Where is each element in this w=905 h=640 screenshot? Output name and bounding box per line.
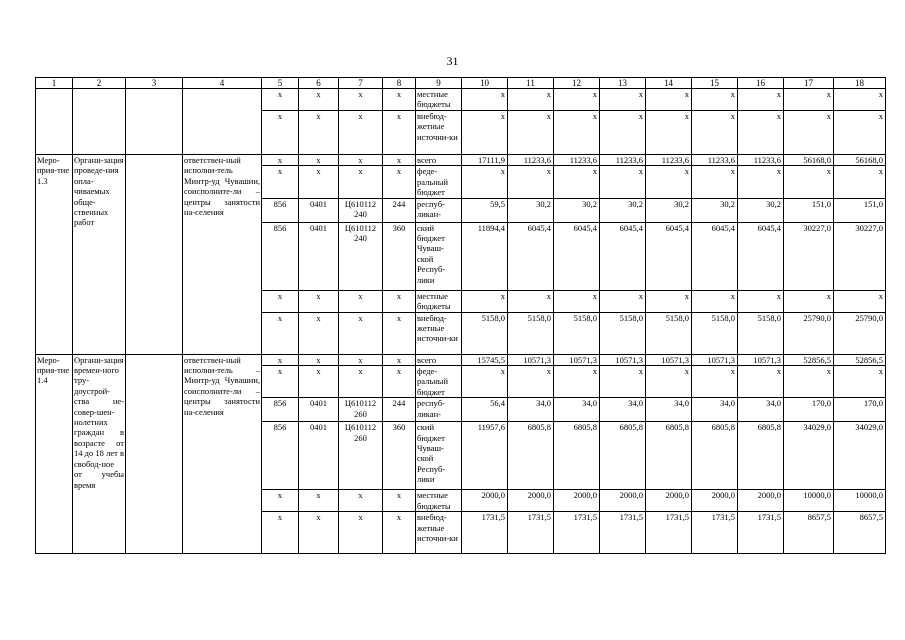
code-target: Ц610112 240 bbox=[339, 198, 383, 222]
year-value-14: 30,2 bbox=[646, 198, 692, 222]
year-value-17: 34029,0 bbox=[784, 422, 834, 490]
year-value-11: 10571,3 bbox=[508, 354, 554, 365]
funding-source: ский бюджет Чуваш-ской Респуб-лики bbox=[416, 422, 462, 490]
year-value-14: 6805,8 bbox=[646, 422, 692, 490]
code-target: x bbox=[339, 366, 383, 398]
code-target: Ц610112 260 bbox=[339, 422, 383, 490]
year-value-12: 34,0 bbox=[554, 398, 600, 422]
funding-source: феде-ральный бюджет bbox=[416, 366, 462, 398]
continuation-col3 bbox=[126, 89, 183, 155]
year-value-16: x bbox=[738, 366, 784, 398]
year-value-12: 6805,8 bbox=[554, 422, 600, 490]
year-value-11: 6805,8 bbox=[508, 422, 554, 490]
code-target: Ц610112 260 bbox=[339, 398, 383, 422]
activity-col3 bbox=[126, 354, 183, 554]
year-value-10: x bbox=[462, 366, 508, 398]
year-value-17: 8657,5 bbox=[784, 512, 834, 554]
code-ministry: 856 bbox=[262, 398, 299, 422]
column-header-7: 7 bbox=[339, 78, 383, 89]
year-value-16: x bbox=[738, 89, 784, 111]
year-value-14: 11233,6 bbox=[646, 155, 692, 166]
code-section: x bbox=[299, 354, 339, 365]
code-expense: 360 bbox=[383, 222, 416, 290]
code-ministry: x bbox=[262, 354, 299, 365]
year-value-11: 34,0 bbox=[508, 398, 554, 422]
code-ministry: 856 bbox=[262, 422, 299, 490]
code-section: 0401 bbox=[299, 198, 339, 222]
year-value-15: 1731,5 bbox=[692, 512, 738, 554]
activity-title: Органи-зация времен-ного тру-доустрой-ства не-совер-шен-нолетних граждан в возрасте от 14 до 18 лет в свобод-ное от учебы время bbox=[73, 354, 126, 554]
code-expense: 244 bbox=[383, 398, 416, 422]
code-expense: x bbox=[383, 155, 416, 166]
year-value-11: 5158,0 bbox=[508, 312, 554, 354]
year-value-12: 1731,5 bbox=[554, 512, 600, 554]
funding-source: всего bbox=[416, 155, 462, 166]
year-value-13: 10571,3 bbox=[600, 354, 646, 365]
funding-source: внебюд-жетные источни-ки bbox=[416, 111, 462, 155]
year-value-17: 56168,0 bbox=[784, 155, 834, 166]
year-value-12: 11233,6 bbox=[554, 155, 600, 166]
year-value-14: x bbox=[646, 290, 692, 312]
year-value-13: 34,0 bbox=[600, 398, 646, 422]
code-ministry: x bbox=[262, 512, 299, 554]
year-value-14: x bbox=[646, 166, 692, 198]
code-expense: x bbox=[383, 366, 416, 398]
year-value-13: x bbox=[600, 111, 646, 155]
year-value-16: 6045,4 bbox=[738, 222, 784, 290]
year-value-17: 52856,5 bbox=[784, 354, 834, 365]
year-value-11: 6045,4 bbox=[508, 222, 554, 290]
table-row bbox=[36, 354, 886, 365]
year-value-15: x bbox=[692, 166, 738, 198]
header-row bbox=[36, 78, 886, 89]
year-value-17: x bbox=[784, 166, 834, 198]
code-target: x bbox=[339, 166, 383, 198]
year-value-16: 1731,5 bbox=[738, 512, 784, 554]
column-header-10: 10 bbox=[462, 78, 508, 89]
column-header-17: 17 bbox=[784, 78, 834, 89]
continuation-col1 bbox=[36, 89, 73, 155]
year-value-15: 2000,0 bbox=[692, 490, 738, 512]
code-expense: x bbox=[383, 512, 416, 554]
code-target: x bbox=[339, 490, 383, 512]
column-header-12: 12 bbox=[554, 78, 600, 89]
year-value-10: x bbox=[462, 89, 508, 111]
code-ministry: 856 bbox=[262, 222, 299, 290]
code-section: x bbox=[299, 111, 339, 155]
year-value-16: 10571,3 bbox=[738, 354, 784, 365]
year-value-18: 170,0 bbox=[834, 398, 886, 422]
table-row bbox=[36, 155, 886, 166]
code-section: 0401 bbox=[299, 398, 339, 422]
continuation-col4 bbox=[183, 89, 262, 155]
responsible-executor: ответствен-ный исполни-тель Минтр-уд Чувашии, соисполните-ли – центры занятости на-селения bbox=[183, 155, 262, 355]
year-value-12: 6045,4 bbox=[554, 222, 600, 290]
year-value-17: x bbox=[784, 366, 834, 398]
year-value-16: 30,2 bbox=[738, 198, 784, 222]
year-value-12: 2000,0 bbox=[554, 490, 600, 512]
year-value-18: x bbox=[834, 366, 886, 398]
year-value-13: x bbox=[600, 366, 646, 398]
year-value-18: 30227,0 bbox=[834, 222, 886, 290]
year-value-14: x bbox=[646, 111, 692, 155]
funding-source: местные бюджеты bbox=[416, 490, 462, 512]
year-value-10: 59,5 bbox=[462, 198, 508, 222]
year-value-18: 8657,5 bbox=[834, 512, 886, 554]
column-header-9: 9 bbox=[416, 78, 462, 89]
year-value-15: x bbox=[692, 366, 738, 398]
year-value-15: x bbox=[692, 111, 738, 155]
year-value-13: 1731,5 bbox=[600, 512, 646, 554]
year-value-13: 2000,0 bbox=[600, 490, 646, 512]
year-value-16: 6805,8 bbox=[738, 422, 784, 490]
continuation-col2 bbox=[73, 89, 126, 155]
year-value-17: 10000,0 bbox=[784, 490, 834, 512]
year-value-13: 11233,6 bbox=[600, 155, 646, 166]
year-value-17: 151,0 bbox=[784, 198, 834, 222]
code-section: x bbox=[299, 312, 339, 354]
year-value-11: x bbox=[508, 166, 554, 198]
code-section: x bbox=[299, 512, 339, 554]
year-value-16: 11233,6 bbox=[738, 155, 784, 166]
column-header-14: 14 bbox=[646, 78, 692, 89]
year-value-14: 34,0 bbox=[646, 398, 692, 422]
year-value-18: 34029,0 bbox=[834, 422, 886, 490]
funding-source: респуб-ликан- bbox=[416, 398, 462, 422]
code-ministry: x bbox=[262, 111, 299, 155]
activity-number: Меро-прия-тие 1.4 bbox=[36, 354, 73, 554]
year-value-15: 6805,8 bbox=[692, 422, 738, 490]
table-row bbox=[36, 89, 886, 111]
year-value-11: 30,2 bbox=[508, 198, 554, 222]
year-value-13: 5158,0 bbox=[600, 312, 646, 354]
year-value-12: x bbox=[554, 111, 600, 155]
year-value-10: x bbox=[462, 166, 508, 198]
funding-source: ский бюджет Чуваш-ской Респуб-лики bbox=[416, 222, 462, 290]
year-value-16: 2000,0 bbox=[738, 490, 784, 512]
year-value-11: 11233,6 bbox=[508, 155, 554, 166]
year-value-13: 6045,4 bbox=[600, 222, 646, 290]
funding-source: внебюд-жетные источни-ки bbox=[416, 312, 462, 354]
code-expense: x bbox=[383, 490, 416, 512]
year-value-13: x bbox=[600, 89, 646, 111]
year-value-14: x bbox=[646, 366, 692, 398]
code-section: x bbox=[299, 166, 339, 198]
year-value-18: 151,0 bbox=[834, 198, 886, 222]
year-value-15: 5158,0 bbox=[692, 312, 738, 354]
year-value-12: x bbox=[554, 366, 600, 398]
year-value-17: x bbox=[784, 111, 834, 155]
year-value-15: 30,2 bbox=[692, 198, 738, 222]
code-target: x bbox=[339, 111, 383, 155]
year-value-13: 6805,8 bbox=[600, 422, 646, 490]
column-header-4: 4 bbox=[183, 78, 262, 89]
responsible-executor: ответствен-ный исполни-тель – Минтр-уд Чувашии, соисполните-ли – центры занятости на-селения bbox=[183, 354, 262, 554]
year-value-18: 10000,0 bbox=[834, 490, 886, 512]
code-target: x bbox=[339, 155, 383, 166]
year-value-14: 5158,0 bbox=[646, 312, 692, 354]
code-ministry: x bbox=[262, 166, 299, 198]
year-value-15: 11233,6 bbox=[692, 155, 738, 166]
activity-number: Меро-прия-тие 1.3 bbox=[36, 155, 73, 355]
code-expense: x bbox=[383, 111, 416, 155]
year-value-11: x bbox=[508, 111, 554, 155]
column-header-3: 3 bbox=[126, 78, 183, 89]
year-value-16: 34,0 bbox=[738, 398, 784, 422]
year-value-17: x bbox=[784, 89, 834, 111]
year-value-14: 1731,5 bbox=[646, 512, 692, 554]
year-value-18: 52856,5 bbox=[834, 354, 886, 365]
column-header-18: 18 bbox=[834, 78, 886, 89]
column-header-11: 11 bbox=[508, 78, 554, 89]
year-value-11: x bbox=[508, 366, 554, 398]
year-value-18: x bbox=[834, 89, 886, 111]
funding-source: феде-ральный бюджет bbox=[416, 166, 462, 198]
year-value-11: x bbox=[508, 89, 554, 111]
code-section: 0401 bbox=[299, 222, 339, 290]
page-number: 31 bbox=[446, 54, 459, 68]
year-value-17: x bbox=[784, 290, 834, 312]
code-expense: x bbox=[383, 354, 416, 365]
year-value-14: 2000,0 bbox=[646, 490, 692, 512]
column-header-1: 1 bbox=[36, 78, 73, 89]
code-expense: x bbox=[383, 290, 416, 312]
year-value-15: 34,0 bbox=[692, 398, 738, 422]
code-section: x bbox=[299, 155, 339, 166]
code-target: x bbox=[339, 89, 383, 111]
year-value-16: 5158,0 bbox=[738, 312, 784, 354]
code-target: x bbox=[339, 354, 383, 365]
code-expense: x bbox=[383, 166, 416, 198]
column-header-5: 5 bbox=[262, 78, 299, 89]
code-target: Ц610112 240 bbox=[339, 222, 383, 290]
year-value-10: 1731,5 bbox=[462, 512, 508, 554]
code-ministry: x bbox=[262, 490, 299, 512]
year-value-10: 5158,0 bbox=[462, 312, 508, 354]
code-section: x bbox=[299, 89, 339, 111]
year-value-11: x bbox=[508, 290, 554, 312]
activity-title: Органи-зация проведе-ния опла-чиваемых обще-ственных работ bbox=[73, 155, 126, 355]
code-target: x bbox=[339, 312, 383, 354]
year-value-11: 2000,0 bbox=[508, 490, 554, 512]
budget-table bbox=[35, 77, 886, 554]
code-expense: 360 bbox=[383, 422, 416, 490]
funding-source: респуб-ликан- bbox=[416, 198, 462, 222]
year-value-10: 17111,9 bbox=[462, 155, 508, 166]
year-value-18: 25790,0 bbox=[834, 312, 886, 354]
year-value-15: 10571,3 bbox=[692, 354, 738, 365]
year-value-13: x bbox=[600, 166, 646, 198]
code-section: x bbox=[299, 490, 339, 512]
code-ministry: x bbox=[262, 155, 299, 166]
funding-source: внебюд-жетные источни-ки bbox=[416, 512, 462, 554]
year-value-16: x bbox=[738, 290, 784, 312]
year-value-12: x bbox=[554, 290, 600, 312]
year-value-12: x bbox=[554, 166, 600, 198]
year-value-14: 10571,3 bbox=[646, 354, 692, 365]
year-value-12: 5158,0 bbox=[554, 312, 600, 354]
year-value-12: 10571,3 bbox=[554, 354, 600, 365]
year-value-10: 15745,5 bbox=[462, 354, 508, 365]
column-header-15: 15 bbox=[692, 78, 738, 89]
year-value-17: 30227,0 bbox=[784, 222, 834, 290]
code-ministry: x bbox=[262, 366, 299, 398]
code-target: x bbox=[339, 290, 383, 312]
code-expense: x bbox=[383, 312, 416, 354]
year-value-10: 11957,6 bbox=[462, 422, 508, 490]
code-target: x bbox=[339, 512, 383, 554]
year-value-18: x bbox=[834, 290, 886, 312]
code-expense: 244 bbox=[383, 198, 416, 222]
column-header-6: 6 bbox=[299, 78, 339, 89]
code-ministry: x bbox=[262, 290, 299, 312]
year-value-18: x bbox=[834, 111, 886, 155]
year-value-14: 6045,4 bbox=[646, 222, 692, 290]
activity-col3 bbox=[126, 155, 183, 355]
code-section: 0401 bbox=[299, 422, 339, 490]
year-value-15: x bbox=[692, 290, 738, 312]
column-header-8: 8 bbox=[383, 78, 416, 89]
year-value-17: 25790,0 bbox=[784, 312, 834, 354]
year-value-10: 2000,0 bbox=[462, 490, 508, 512]
year-value-12: x bbox=[554, 89, 600, 111]
year-value-10: x bbox=[462, 290, 508, 312]
year-value-15: 6045,4 bbox=[692, 222, 738, 290]
year-value-15: x bbox=[692, 89, 738, 111]
funding-source: всего bbox=[416, 354, 462, 365]
column-header-13: 13 bbox=[600, 78, 646, 89]
table-body bbox=[36, 78, 886, 554]
year-value-10: 11894,4 bbox=[462, 222, 508, 290]
year-value-10: 56,4 bbox=[462, 398, 508, 422]
year-value-14: x bbox=[646, 89, 692, 111]
code-ministry: x bbox=[262, 312, 299, 354]
year-value-10: x bbox=[462, 111, 508, 155]
code-ministry: 856 bbox=[262, 198, 299, 222]
funding-source: местные бюджеты bbox=[416, 89, 462, 111]
code-section: x bbox=[299, 366, 339, 398]
year-value-18: 56168,0 bbox=[834, 155, 886, 166]
column-header-16: 16 bbox=[738, 78, 784, 89]
code-ministry: x bbox=[262, 89, 299, 111]
code-section: x bbox=[299, 290, 339, 312]
column-header-2: 2 bbox=[73, 78, 126, 89]
funding-source: местные бюджеты bbox=[416, 290, 462, 312]
year-value-12: 30,2 bbox=[554, 198, 600, 222]
year-value-16: x bbox=[738, 166, 784, 198]
year-value-16: x bbox=[738, 111, 784, 155]
code-expense: x bbox=[383, 89, 416, 111]
year-value-13: 30,2 bbox=[600, 198, 646, 222]
year-value-17: 170,0 bbox=[784, 398, 834, 422]
year-value-11: 1731,5 bbox=[508, 512, 554, 554]
year-value-18: x bbox=[834, 166, 886, 198]
year-value-13: x bbox=[600, 290, 646, 312]
